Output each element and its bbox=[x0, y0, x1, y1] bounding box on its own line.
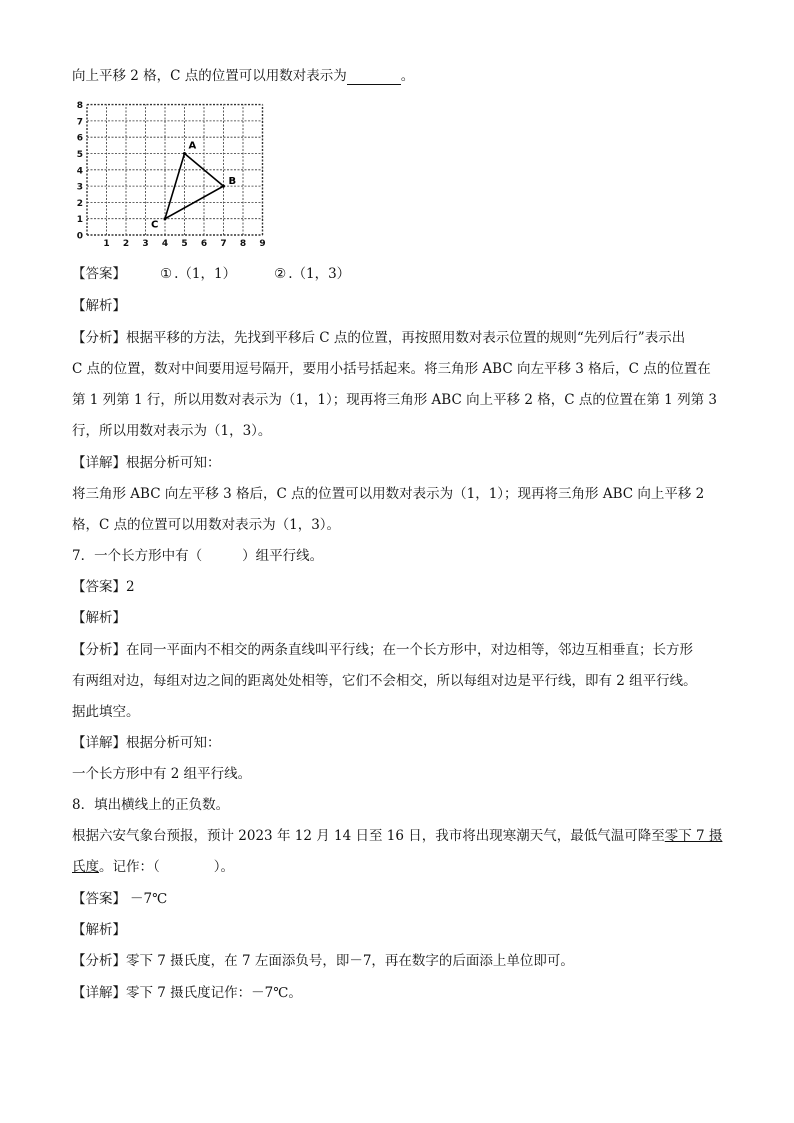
q6-analysis-line-2: C 点的位置，数对中间要用逗号隔开，要用小括号括起来。将三角形 ABC 向左平移 3 格后，C 点的位置在 bbox=[72, 361, 711, 377]
vertex-label-a: A bbox=[188, 140, 197, 152]
x-tick-label: 2 bbox=[122, 239, 130, 249]
coordinate-grid-figure bbox=[72, 100, 272, 250]
q8-question-text: 根据六安气象台预报，预计 2023 年 12 月 14 日至 16 日，我市将出现寒潮天气，最低气温可降至 bbox=[72, 828, 665, 844]
q8-answer bbox=[72, 890, 167, 908]
answer-blank bbox=[347, 70, 401, 85]
y-tick-label: 1 bbox=[76, 215, 83, 226]
q8-analysis bbox=[72, 952, 574, 970]
q6-detail-line-1 bbox=[72, 454, 221, 472]
y-tick-label: 2 bbox=[76, 198, 83, 209]
q8-jiexi: 【解析】 bbox=[72, 922, 126, 938]
x-tick-label: 9 bbox=[259, 239, 266, 249]
circled-one-mark: ① bbox=[160, 266, 173, 282]
answer-1: .（1，1） bbox=[174, 266, 237, 282]
q8-record-end: ）。 bbox=[213, 859, 234, 875]
y-tick-label: 0 bbox=[76, 231, 83, 242]
analysis-text: 零下 7 摄氏度，在 7 左面添负号，即－7，再在数字的后面添上单位即可。 bbox=[126, 953, 574, 969]
q6-analysis-line-1 bbox=[72, 329, 685, 347]
detail-tag: 【详解】 bbox=[72, 985, 126, 1001]
y-tick-label: 8 bbox=[76, 101, 83, 112]
answer-tag: 【答案】 bbox=[72, 891, 126, 907]
detail-tag: 【详解】 bbox=[72, 455, 126, 471]
detail-tag: 【详解】 bbox=[72, 735, 126, 751]
y-tick-label: 6 bbox=[76, 133, 83, 144]
tick-labels bbox=[77, 101, 266, 249]
analysis-tag: 【分析】 bbox=[72, 642, 126, 658]
y-tick-label: 3 bbox=[76, 182, 83, 193]
analysis-tag: 【分析】 bbox=[72, 330, 126, 346]
vertex-point-a bbox=[183, 152, 186, 155]
q6-jiexi: 【解析】 bbox=[72, 298, 126, 314]
q7-detail-line-1 bbox=[72, 734, 221, 752]
y-tick-label: 4 bbox=[76, 166, 83, 177]
grid-lines bbox=[87, 105, 263, 235]
q7-stem-a: 7．一个长方形中有（ bbox=[72, 548, 203, 564]
q8-question-line-1 bbox=[72, 827, 722, 845]
q7-analysis-line-2: 有两组对边，每组对边之间的距离处处相等，它们不会相交，所以每组对边是平行线，即有 2 组平行线。 bbox=[72, 673, 697, 689]
q7-jiexi: 【解析】 bbox=[72, 610, 126, 626]
q7-answer bbox=[72, 578, 135, 596]
answer-2: .（1，3） bbox=[288, 266, 351, 282]
analysis-text: 在同一平面内不相交的两条直线叫平行线；在一个长方形中，对边相等，邻边互相垂直；长方形 bbox=[126, 642, 693, 658]
q6-stem-text: 向上平移 2 格，C 点的位置可以用数对表示为 bbox=[72, 68, 347, 84]
detail-text: 零下 7 摄氏度记作：－7℃。 bbox=[126, 985, 302, 1001]
analysis-tag: 【分析】 bbox=[72, 953, 126, 969]
vertex-point-c bbox=[164, 217, 167, 220]
q7-analysis-line-1 bbox=[72, 641, 693, 659]
vertex-label-b: B bbox=[228, 176, 237, 188]
q6-stem-tail bbox=[72, 67, 414, 85]
q6-stem-end: 。 bbox=[400, 68, 415, 84]
answer-tag: 【答案】 bbox=[72, 579, 126, 595]
q8-underlined-phrase-end: 氏度 bbox=[72, 859, 99, 875]
q6-analysis-line-4: 行，所以用数对表示为（1，3）。 bbox=[72, 423, 272, 439]
detail-text: 根据分析可知： bbox=[126, 735, 221, 751]
q7-detail-line-2: 一个长方形中有 2 组平行线。 bbox=[72, 766, 252, 782]
q6-answer bbox=[72, 265, 350, 283]
q8-answer-value: －7℃ bbox=[130, 891, 168, 907]
x-tick-label: 7 bbox=[220, 239, 227, 249]
q8-underlined-phrase: 零下 7 摄 bbox=[664, 828, 723, 844]
x-tick-label: 4 bbox=[161, 239, 169, 249]
circled-two-mark: ② bbox=[274, 266, 287, 282]
detail-text: 根据分析可知： bbox=[126, 455, 221, 471]
x-tick-label: 5 bbox=[181, 239, 188, 249]
y-tick-label: 7 bbox=[76, 117, 83, 128]
answer-tag: 【答案】 bbox=[72, 266, 126, 282]
x-tick-label: 8 bbox=[239, 239, 247, 249]
q7-analysis-line-3: 据此填空。 bbox=[72, 704, 140, 720]
q6-analysis-line-3: 第 1 列第 1 行，所以用数对表示为（1，1）；现再将三角形 ABC 向上平移 2 格，C 点的位置在第 1 列第 3 bbox=[72, 392, 717, 408]
y-tick-label: 5 bbox=[76, 150, 83, 160]
vertex-label-c: C bbox=[151, 219, 159, 231]
q8-question-line-2 bbox=[72, 858, 234, 876]
q7-answer-value: 2 bbox=[126, 579, 135, 595]
x-tick-label: 6 bbox=[200, 239, 208, 249]
x-tick-label: 3 bbox=[142, 239, 149, 249]
analysis-text: 根据平移的方法，先找到平移后 C 点的位置，再按照用数对表示位置的规则“先列后行”表示出 bbox=[126, 330, 686, 346]
q7-stem-b: ）组平行线。 bbox=[242, 548, 324, 564]
q6-detail-line-3: 格，C 点的位置可以用数对表示为（1，3）。 bbox=[72, 517, 341, 533]
q8-stem: 8．填出横线上的正负数。 bbox=[72, 797, 230, 813]
q8-detail bbox=[72, 984, 302, 1002]
x-tick-label: 1 bbox=[103, 239, 110, 249]
q7-stem bbox=[72, 547, 323, 565]
q6-detail-line-2: 将三角形 ABC 向左平移 3 格后，C 点的位置可以用数对表示为（1，1）；现再将三角形 ABC 向上平移 2 bbox=[72, 486, 705, 502]
q8-record-label: 。记作：（ bbox=[99, 859, 160, 875]
vertex-point-b bbox=[222, 185, 225, 188]
